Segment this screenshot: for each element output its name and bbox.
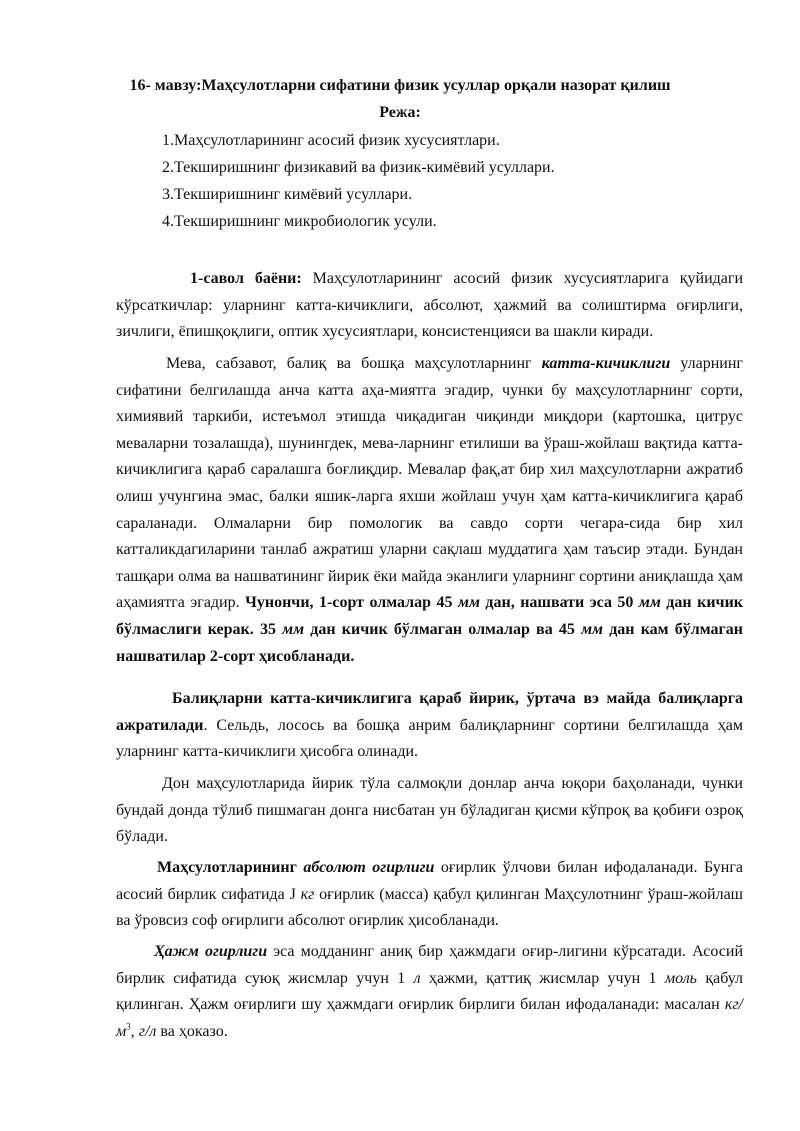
unit-kg: кг — [300, 885, 315, 903]
paragraph-text: . Сельдь, лосось ва бошқа анрим балиқларнинг сортини белгилашда ҳам уларнинг катта-кичиклиги ҳисобга олинади. — [116, 716, 743, 761]
unit-mol: моль — [664, 969, 697, 987]
paragraph-volume-weight — [116, 939, 743, 1045]
unit-mm: мм — [638, 594, 661, 612]
unit-litre: л — [413, 969, 421, 987]
term-absolute-weight: абсолют огирлиги — [303, 859, 435, 876]
bold-text: дан кам бўлмаган нашватилар 2-сорт ҳисобланади. — [116, 620, 744, 665]
unit-mm: мм — [581, 620, 603, 638]
plan-item-3: 3.Текширишнинг кимёвий усуллари. — [162, 186, 413, 203]
term-volume-weight: Ҳажм огирлиги — [154, 943, 268, 960]
paragraph-question-1 — [116, 266, 743, 346]
unit-mm: мм — [458, 594, 480, 612]
paragraph-text: Мева, сабзавот, балиқ ва бошқа маҳсулотларнинг — [166, 355, 542, 372]
document-title: 16- мавзу:Маҳсулотларни сифатини физик усуллар орқали назорат қилиш — [129, 77, 671, 94]
fish-lead: Балиқларни катта-кичиклигига қараб йирик, ўртача вэ майда балиқларга ажратилади — [116, 690, 743, 734]
paragraph-grain — [116, 771, 743, 851]
bold-text: дан кичик бўлмаслиги керак. 35 — [116, 594, 744, 638]
paragraph-text: ҳажми, қаттиқ жисмлар учун 1 — [420, 969, 665, 987]
bold-text: дан, нашвати эса 50 — [479, 594, 639, 612]
paragraph-text: Маҳсулотларининг асосий физик хусусиятларига қуйидаги кўрсаткичлар: уларнинг катта-кичиклиги, абсолют, ҳажмий ва солиштирма оғирлиги, зичлиги, ёпишқоқлиги, оптик хусусиятлари, консистенцияси ва шакли киради. — [116, 270, 743, 341]
plan-heading: Режа: — [379, 104, 421, 121]
bold-text: Маҳсулотларининг — [157, 859, 304, 876]
paragraph-text: ва ҳоказо. — [156, 1022, 228, 1040]
paragraph-fish — [116, 686, 743, 766]
paragraph-size — [116, 351, 743, 670]
paragraph-text: оғирлик (масса) қабул қилинган Маҳсулотнинг ўраш-жойлаш ва ўровсиз соф оғирлиги абсолют оғирлик ҳисобланади. — [116, 885, 743, 930]
plan-item-4: 4.Текширишнинг микробиологик усули. — [162, 213, 437, 230]
bold-text: Чунончи, 1-сорт олмалар 45 — [245, 594, 459, 612]
unit-mm: мм — [282, 620, 305, 638]
term-size: катта-кичиклиги — [541, 355, 671, 372]
question-1-heading: 1-савол баёни: — [190, 270, 302, 287]
paragraph-absolute-weight — [116, 855, 743, 935]
paragraph-text: Дон маҳсулотларида йирик тўла салмоқли донлар анча юқори баҳоланади, чунки бундай донда тўлиб пишмаган донга нисбатан ун бўладиган қисми кўпроқ ва қобиғи озроқ бўлади. — [116, 775, 743, 846]
unit-g-per-l: г/л — [138, 1022, 157, 1040]
paragraph-text: уларнинг сифатини белгилашда анча катта аҳа-миятга эгадир, чунки бу маҳсулотларнинг сорти, химиявий таркиби, истеъмол этишда чиқадиган чиқинди миқдори (картошка, цитрус меваларни тозалашда), шунингдек, мева-ларнинг етилиши ва ўраш-жойлаш вақтида катта-кичиклигига қараб саралашга боғлиқдир. Мевалар фақ,ат бир хил маҳсулотларни ажратиб олиш учунгина эмас, балки яшик-ларга яхши жойлаш учун ҳам катта-кичиклигига қараб сараланади. Олмаларни бир помологик ва савдо сорти чегара-сида бир хил катталикдагиларини танлаб ажратиш уларни сақлаш муддатига ҳам таъсир этади. Бундан ташқари олма ва нашватининг йирик ёки майда эканлиги уларнинг сортини аниқлашда ҳам аҳамиятга эгадир. — [116, 355, 743, 612]
superscript: 3 — [126, 1021, 131, 1032]
paragraph-text: , — [130, 1022, 139, 1040]
paragraph-text: оғирлик ўлчови билан ифодаланади. Бунга асосий бирлик сифатида J — [116, 859, 744, 903]
bold-text: дан кичик бўлмаган олмалар ва 45 — [304, 620, 582, 638]
paragraph-text: эса модданинг аниқ бир ҳажмдаги оғир-лигини кўрсатади. Асосий бирлик сифатида суюқ жисмлар учун 1 — [116, 943, 744, 987]
plan-item-1: 1.Маҳсулотларининг асосий физик хусусиятлари. — [162, 132, 500, 149]
plan-item-2: 2.Текширишнинг физикавий ва физик-кимёвий усуллари. — [162, 159, 555, 176]
unit-kg-per-m3: кг/м — [116, 996, 743, 1040]
paragraph-text: қабул қилинган. Ҳажм оғирлиги шу ҳажмдаги оғирлик бирлиги билан ифодаланади: масалан — [116, 969, 744, 1014]
